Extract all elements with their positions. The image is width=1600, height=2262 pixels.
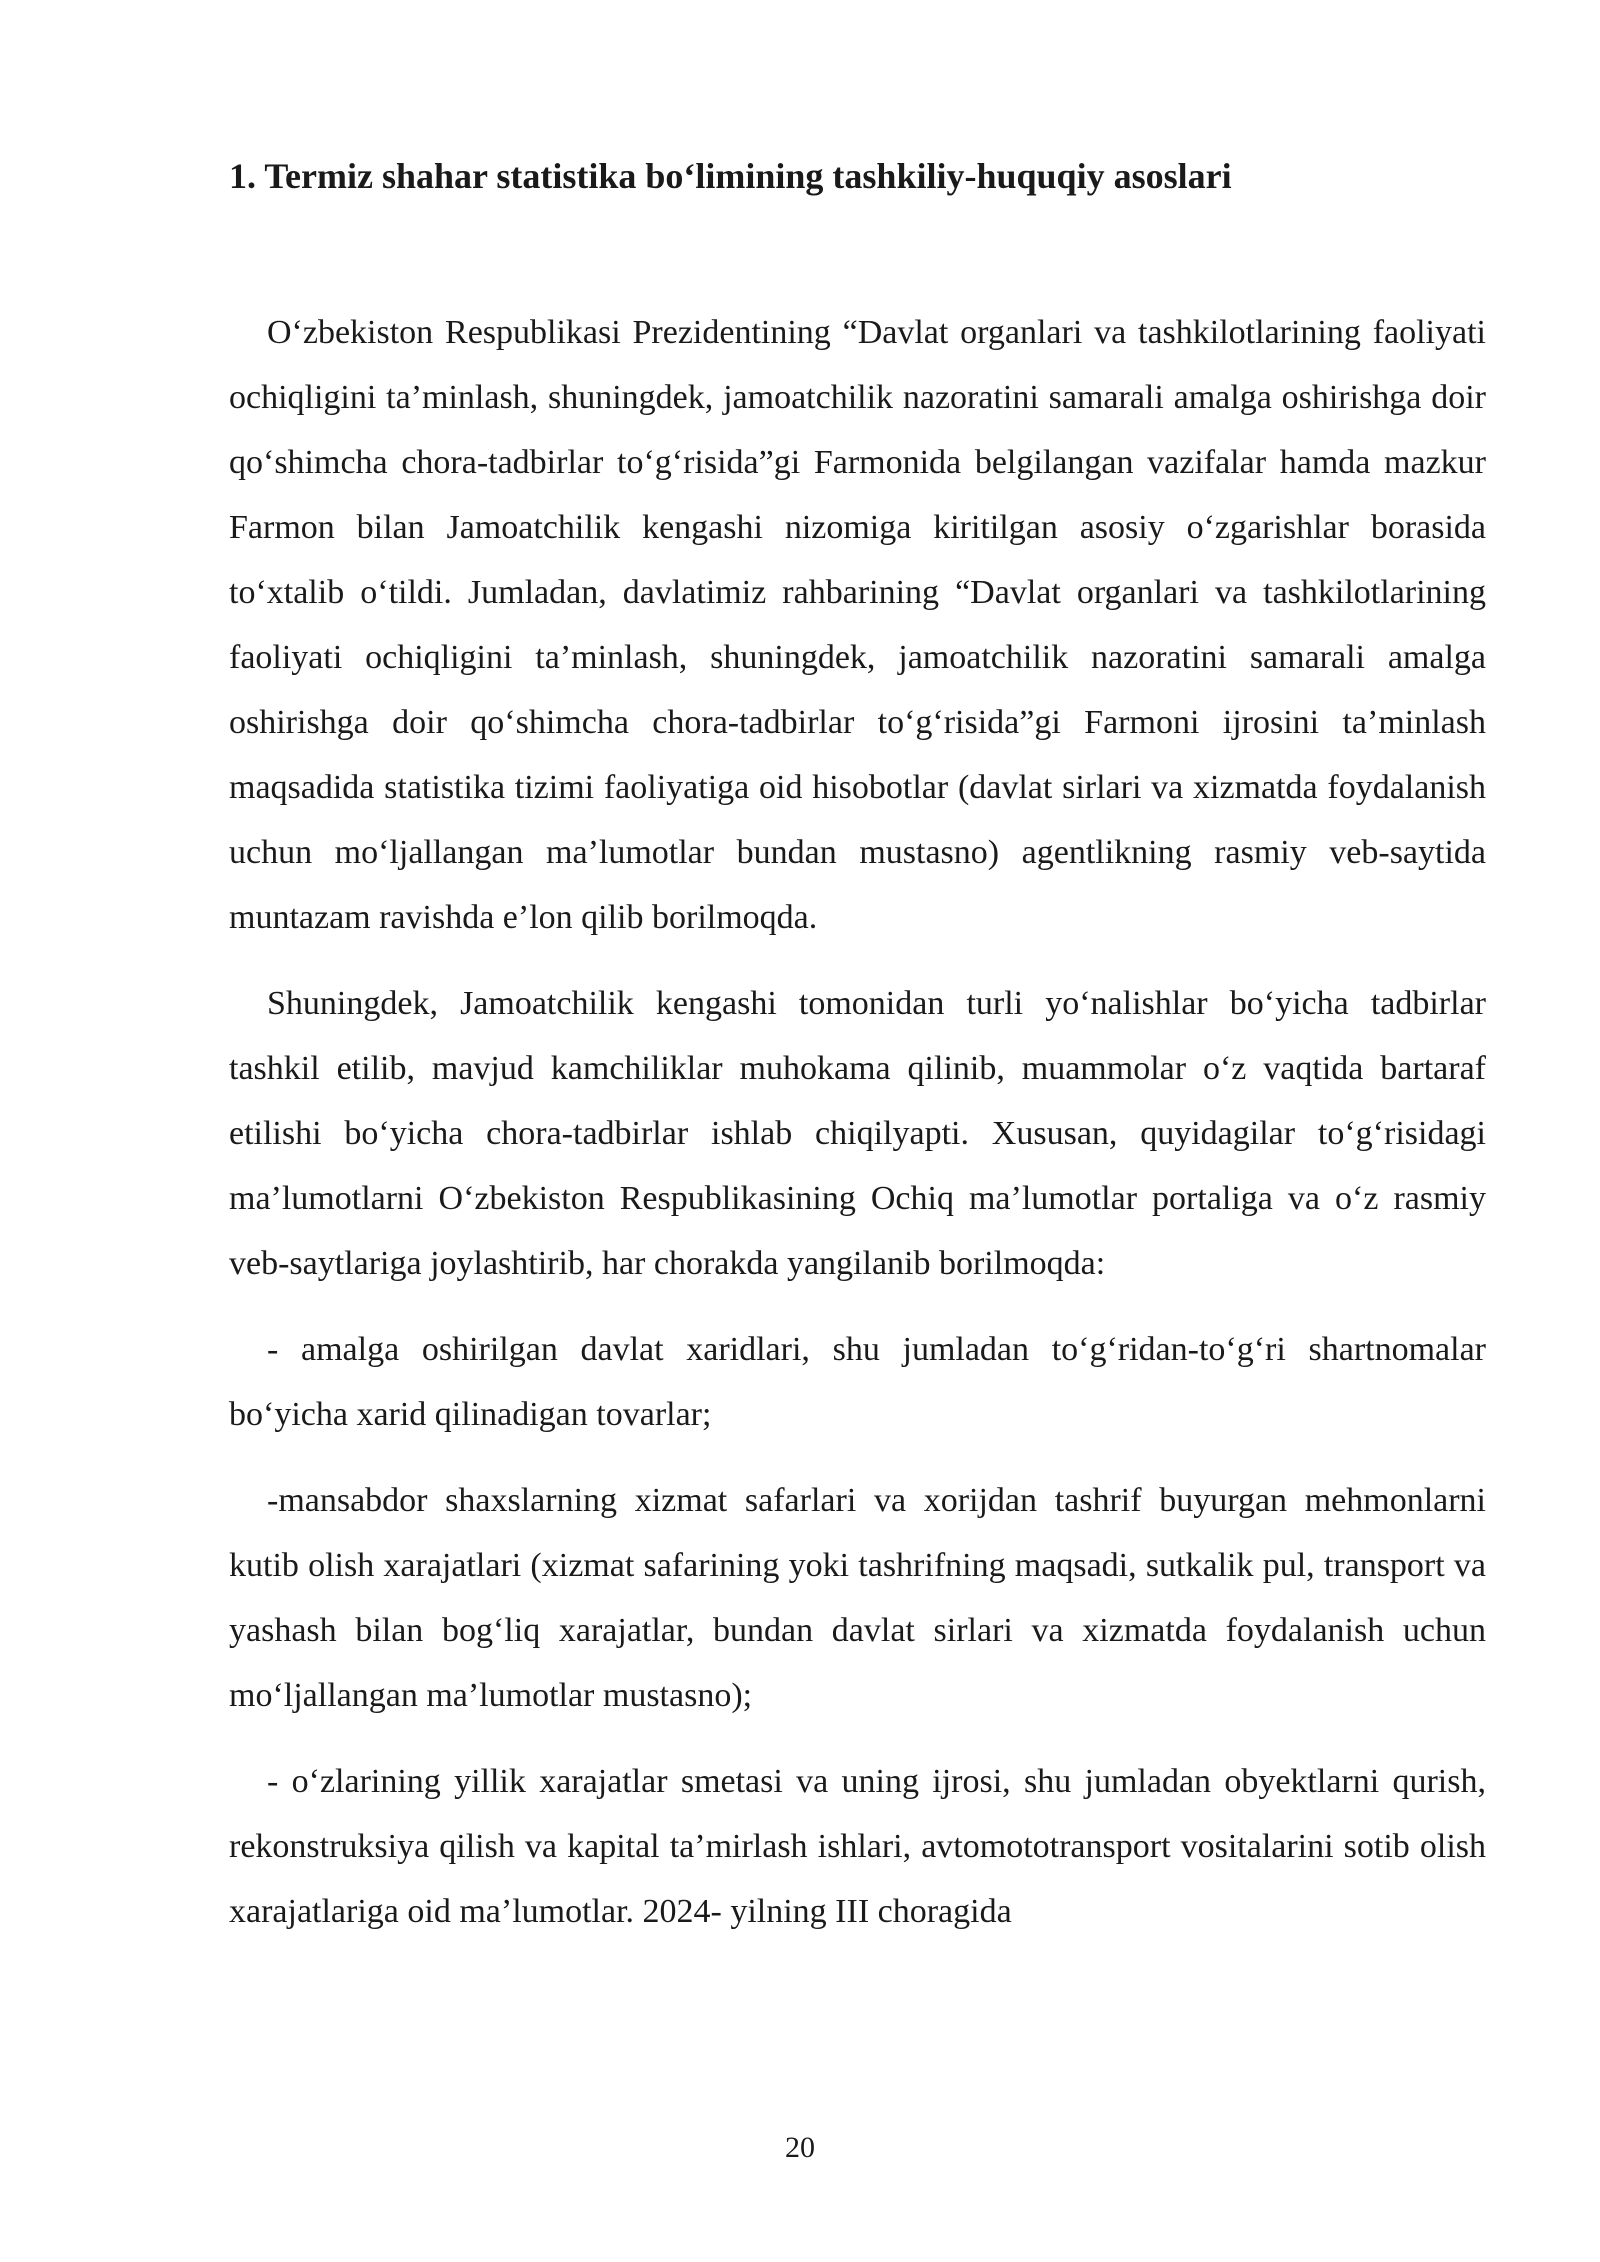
list-item: -mansabdor shaxslarning xizmat safarlari va xorijdan tashrif buyurgan mehmonlarni kutib olish xarajatlari (xizmat safarining yoki tashrifning maqsadi, sutkalik pul, transport va yashash bilan bog‘liq xarajatlar, bundan davlat sirlari va xizmatda foydalanish uchun mo‘ljallangan ma’lumotlar mustasno); [229, 1482, 1486, 1714]
paragraph: Shuningdek, Jamoatchilik kengashi tomonidan turli yo‘nalishlar bo‘yicha tadbirlar tashkil etilib, mavjud kamchiliklar muhokama qilinib, muammolar o‘z vaqtida bartaraf etilishi bo‘yicha chora-tadbirlar ishlab chiqilyapti. Xususan, quyidagilar to‘g‘risidagi ma’lumotlarni O‘zbekiston Respublikasining Ochiq ma’lumotlar portaliga va o‘z rasmiy veb-saytlariga joylashtirib, har chorakda yangilanib borilmoqda: [229, 985, 1486, 1282]
list-item: - amalga oshirilgan davlat xaridlari, shu jumladan to‘g‘ridan-to‘g‘ri shartnomalar bo‘yicha xarid qilinadigan tovarlar; [229, 1331, 1486, 1433]
body-text [229, 300, 1486, 1965]
section-heading: 1. Termiz shahar statistika bo‘limining tashkiliy-huquqiy asoslari [229, 156, 1232, 196]
page-number: 20 [785, 2131, 815, 2164]
paragraph: O‘zbekiston Respublikasi Prezidentining “Davlat organlari va tashkilotlarining faoliyati ochiqligini ta’minlash, shuningdek, jamoatchilik nazoratini samarali amalga oshirishga doir qo‘shimcha chora-tadbirlar to‘g‘risida”gi Farmonida belgilangan vazifalar hamda mazkur Farmon bilan Jamoatchilik kengashi nizomiga kiritilgan asosiy o‘zgarishlar borasida to‘xtalib o‘tildi. Jumladan, davlatimiz rahbarining “Davlat organlari va tashkilotlarining faoliyati ochiqligini ta’minlash, shuningdek, jamoatchilik nazoratini samarali amalga oshirishga doir qo‘shimcha chora-tadbirlar to‘g‘risida”gi Farmoni ijrosini ta’minlash maqsadida statistika tizimi faoliyatiga oid hisobotlar (davlat sirlari va xizmatda foydalanish uchun mo‘ljallangan ma’lumotlar bundan mustasno) agentlikning rasmiy veb-saytida muntazam ravishda e’lon qilib borilmoqda. [229, 314, 1486, 936]
list-item: - o‘zlarining yillik xarajatlar smetasi va uning ijrosi, shu jumladan obyektlarni qurish, rekonstruksiya qilish va kapital ta’mirlash ishlari, avtomototransport vositalarini sotib olish xarajatlariga oid ma’lumotlar. 2024- yilning III choragida [229, 1763, 1486, 1930]
